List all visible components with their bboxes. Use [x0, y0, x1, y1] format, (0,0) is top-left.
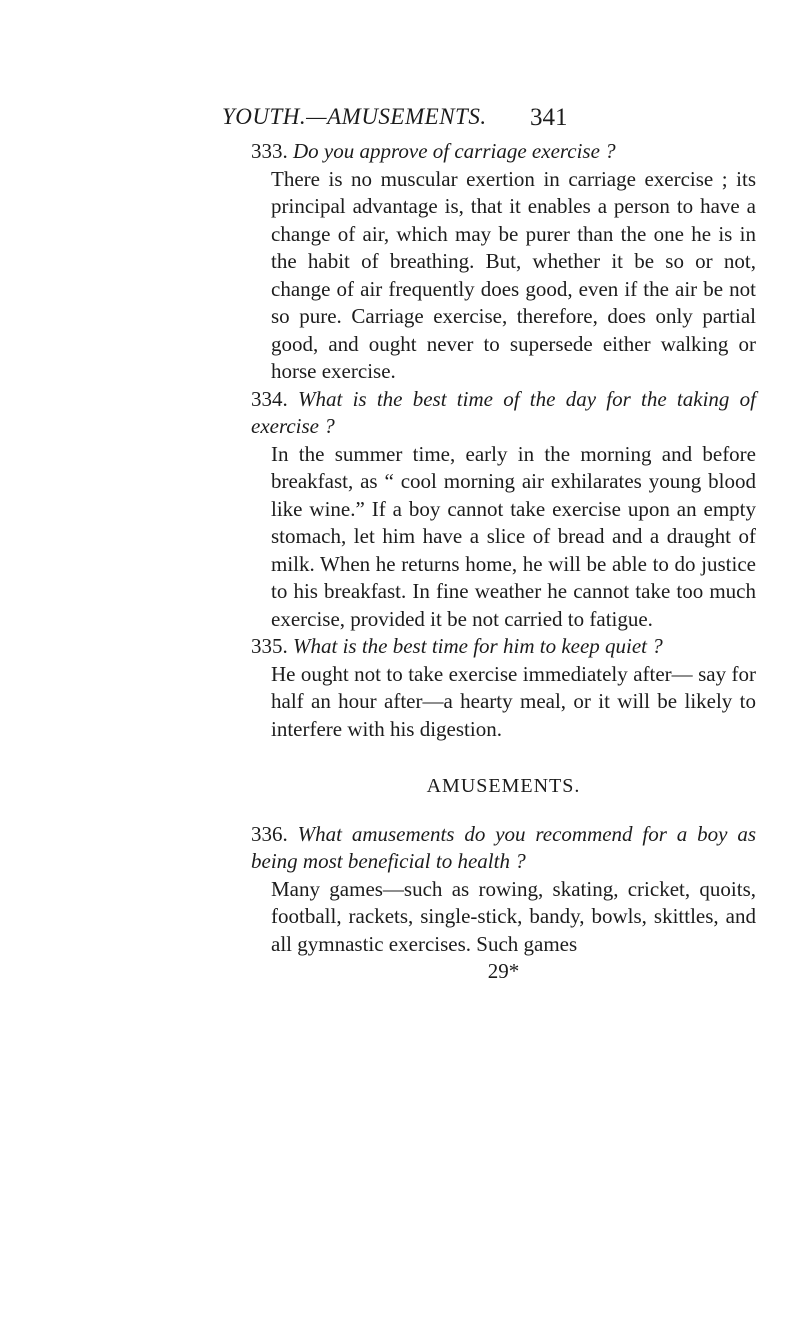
entry-334 — [251, 386, 756, 634]
question — [251, 821, 756, 876]
page-number: 341 — [530, 104, 568, 131]
entry-336 — [251, 821, 756, 959]
answer-text: In the summer time, early in the morning and before breakfast, as “ cool morning air exhilarates young blood like wine.” If a boy cannot take exercise upon an empty stomach, let him have a slice of bread and a draught of milk. When he returns home, he will be able to do justice to his breakfast. In fine weather he cannot take too much exercise, provided it be not carried to fatigue. — [271, 441, 756, 631]
question-number: 336. — [251, 821, 288, 846]
section-heading: AMUSEMENTS. — [426, 775, 581, 797]
question-number: 335. — [251, 634, 288, 658]
question — [251, 633, 756, 661]
question-number: 334. — [251, 386, 288, 411]
question-text: What is the best time for him to keep quiet ? — [293, 634, 663, 658]
answer-text: There is no muscular exertion in carriage exercise ; its principal advantage is, that it enables a person to have a change of air, which may be purer than the one he is in the habit of breathing. But, whether it be so or not, change of air frequently does good, even if the air be not so pure. Carriage exercise, therefore, does only partial good, and ought never to supersede either walking or horse exercise. — [271, 166, 756, 383]
answer-text: Many games—such as rowing, skating, cricket, quoits, football, rackets, single-stick, bandy, bowls, skittles, and all gymnastic exercises. Such games — [271, 876, 756, 956]
entry-335 — [251, 633, 756, 743]
running-head — [0, 104, 801, 134]
question-text: What amusements do you recommend for a boy as being most beneficial to health ? — [251, 821, 757, 873]
answer-text: He ought not to take exercise immediately after— say for half an hour after—a hearty meal, or it will be likely to interfere with his digestion. — [271, 661, 756, 741]
question-text: What is the best time of the day for the taking of exercise ? — [251, 386, 756, 438]
question — [251, 138, 756, 166]
question — [251, 386, 756, 441]
running-title: YOUTH.—AMUSEMENTS. — [222, 104, 487, 129]
body-text — [251, 138, 756, 986]
signature-mark: 29* — [487, 959, 520, 983]
question-number: 333. — [251, 139, 288, 163]
entry-333 — [251, 138, 756, 386]
question-text: Do you approve of carriage exercise ? — [293, 139, 616, 163]
